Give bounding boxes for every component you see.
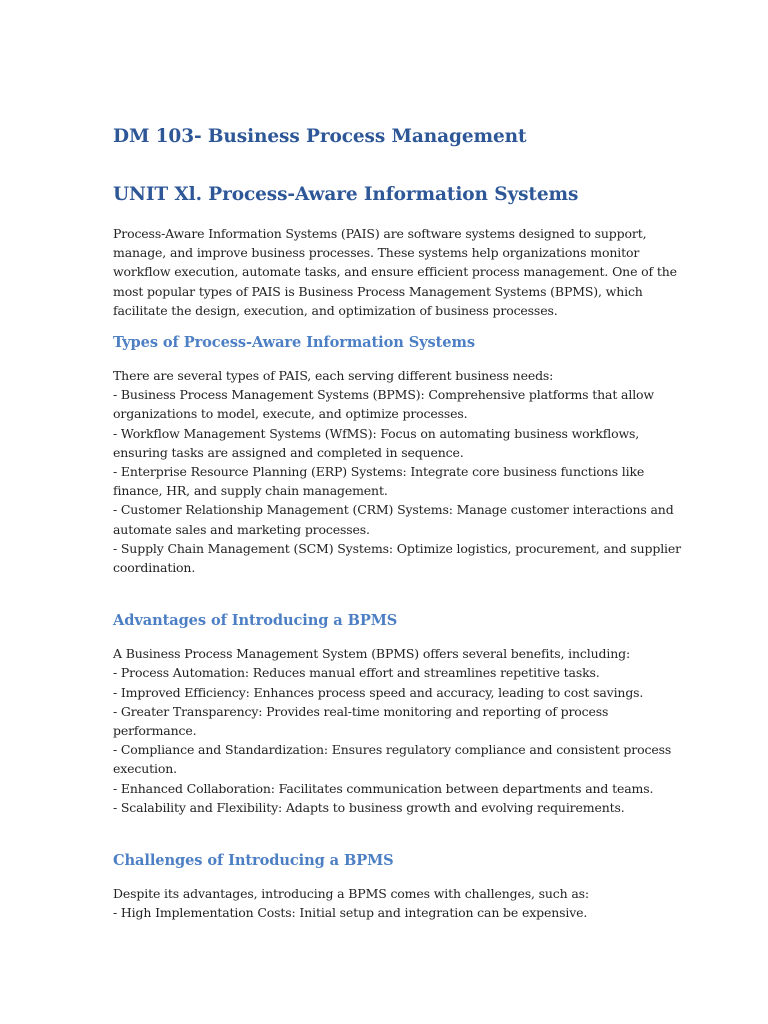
types-paragraph xyxy=(113,366,681,577)
advantages-paragraph xyxy=(113,644,672,817)
list-item-line: - High Implementation Costs: Initial setup and integration can be expensive. xyxy=(113,905,588,921)
list-item-line: - Customer Relationship Management (CRM) Systems: Manage customer interactions and xyxy=(113,502,674,518)
section-heading-challenges: Challenges of Introducing a BPMS xyxy=(113,852,394,870)
list-item-line: - Workflow Management Systems (WfMS): Focus on automating business workflows, xyxy=(113,425,640,441)
list-item-line: - Supply Chain Management (SCM) Systems: Optimize logistics, procurement, and supplier xyxy=(113,540,681,556)
list-item-line: - Compliance and Standardization: Ensures regulatory compliance and consistent process xyxy=(113,742,672,758)
paragraph-line: manage, and improve business processes. These systems help organizations monitor xyxy=(113,245,640,261)
list-item-line: - Business Process Management Systems (BPMS): Comprehensive platforms that allow xyxy=(113,387,654,403)
list-item-line: - Scalability and Flexibility: Adapts to business growth and evolving requirements. xyxy=(113,799,625,815)
document-content xyxy=(113,122,681,922)
list-item-line: - Greater Transparency: Provides real-time monitoring and reporting of process xyxy=(113,703,609,719)
paragraph-line: facilitate the design, execution, and optimization of business processes. xyxy=(113,302,558,318)
list-item-line: finance, HR, and supply chain management. xyxy=(113,483,388,499)
paragraph-line: Despite its advantages, introducing a BPMS comes with challenges, such as: xyxy=(113,886,589,902)
paragraph-line: A Business Process Management System (BPMS) offers several benefits, including: xyxy=(113,646,631,662)
list-item-line: performance. xyxy=(113,723,197,739)
course-title: DM 103- Business Process Management xyxy=(113,126,527,147)
list-item-line: coordination. xyxy=(113,560,196,576)
list-item-line: - Improved Efficiency: Enhances process speed and accuracy, leading to cost savings. xyxy=(113,684,644,700)
paragraph-line: There are several types of PAIS, each serving different business needs: xyxy=(113,368,554,384)
list-item-line: automate sales and marketing processes. xyxy=(113,521,370,537)
unit-title: UNIT Xl. Process-Aware Information Systems xyxy=(113,184,579,205)
list-item-line: - Process Automation: Reduces manual effort and streamlines repetitive tasks. xyxy=(113,665,600,681)
intro-paragraph xyxy=(113,224,677,320)
paragraph-line: most popular types of PAIS is Business Process Management Systems (BPMS), which xyxy=(113,283,643,299)
paragraph-line: workflow execution, automate tasks, and ensure efficient process management. One of the xyxy=(113,264,677,280)
list-item-line: execution. xyxy=(113,761,177,777)
section-heading-advantages: Advantages of Introducing a BPMS xyxy=(113,612,398,630)
list-item-line: organizations to model, execute, and optimize processes. xyxy=(113,406,468,422)
section-heading-types: Types of Process-Aware Information Systems xyxy=(113,334,475,352)
paragraph-line: Process-Aware Information Systems (PAIS) are software systems designed to support, xyxy=(113,226,647,241)
list-item-line: - Enterprise Resource Planning (ERP) Systems: Integrate core business functions like xyxy=(113,464,645,480)
list-item-line: ensuring tasks are assigned and completed in sequence. xyxy=(113,444,464,460)
challenges-paragraph xyxy=(113,884,653,922)
list-item-line: - Enhanced Collaboration: Facilitates communication between departments and teams. xyxy=(113,780,654,796)
